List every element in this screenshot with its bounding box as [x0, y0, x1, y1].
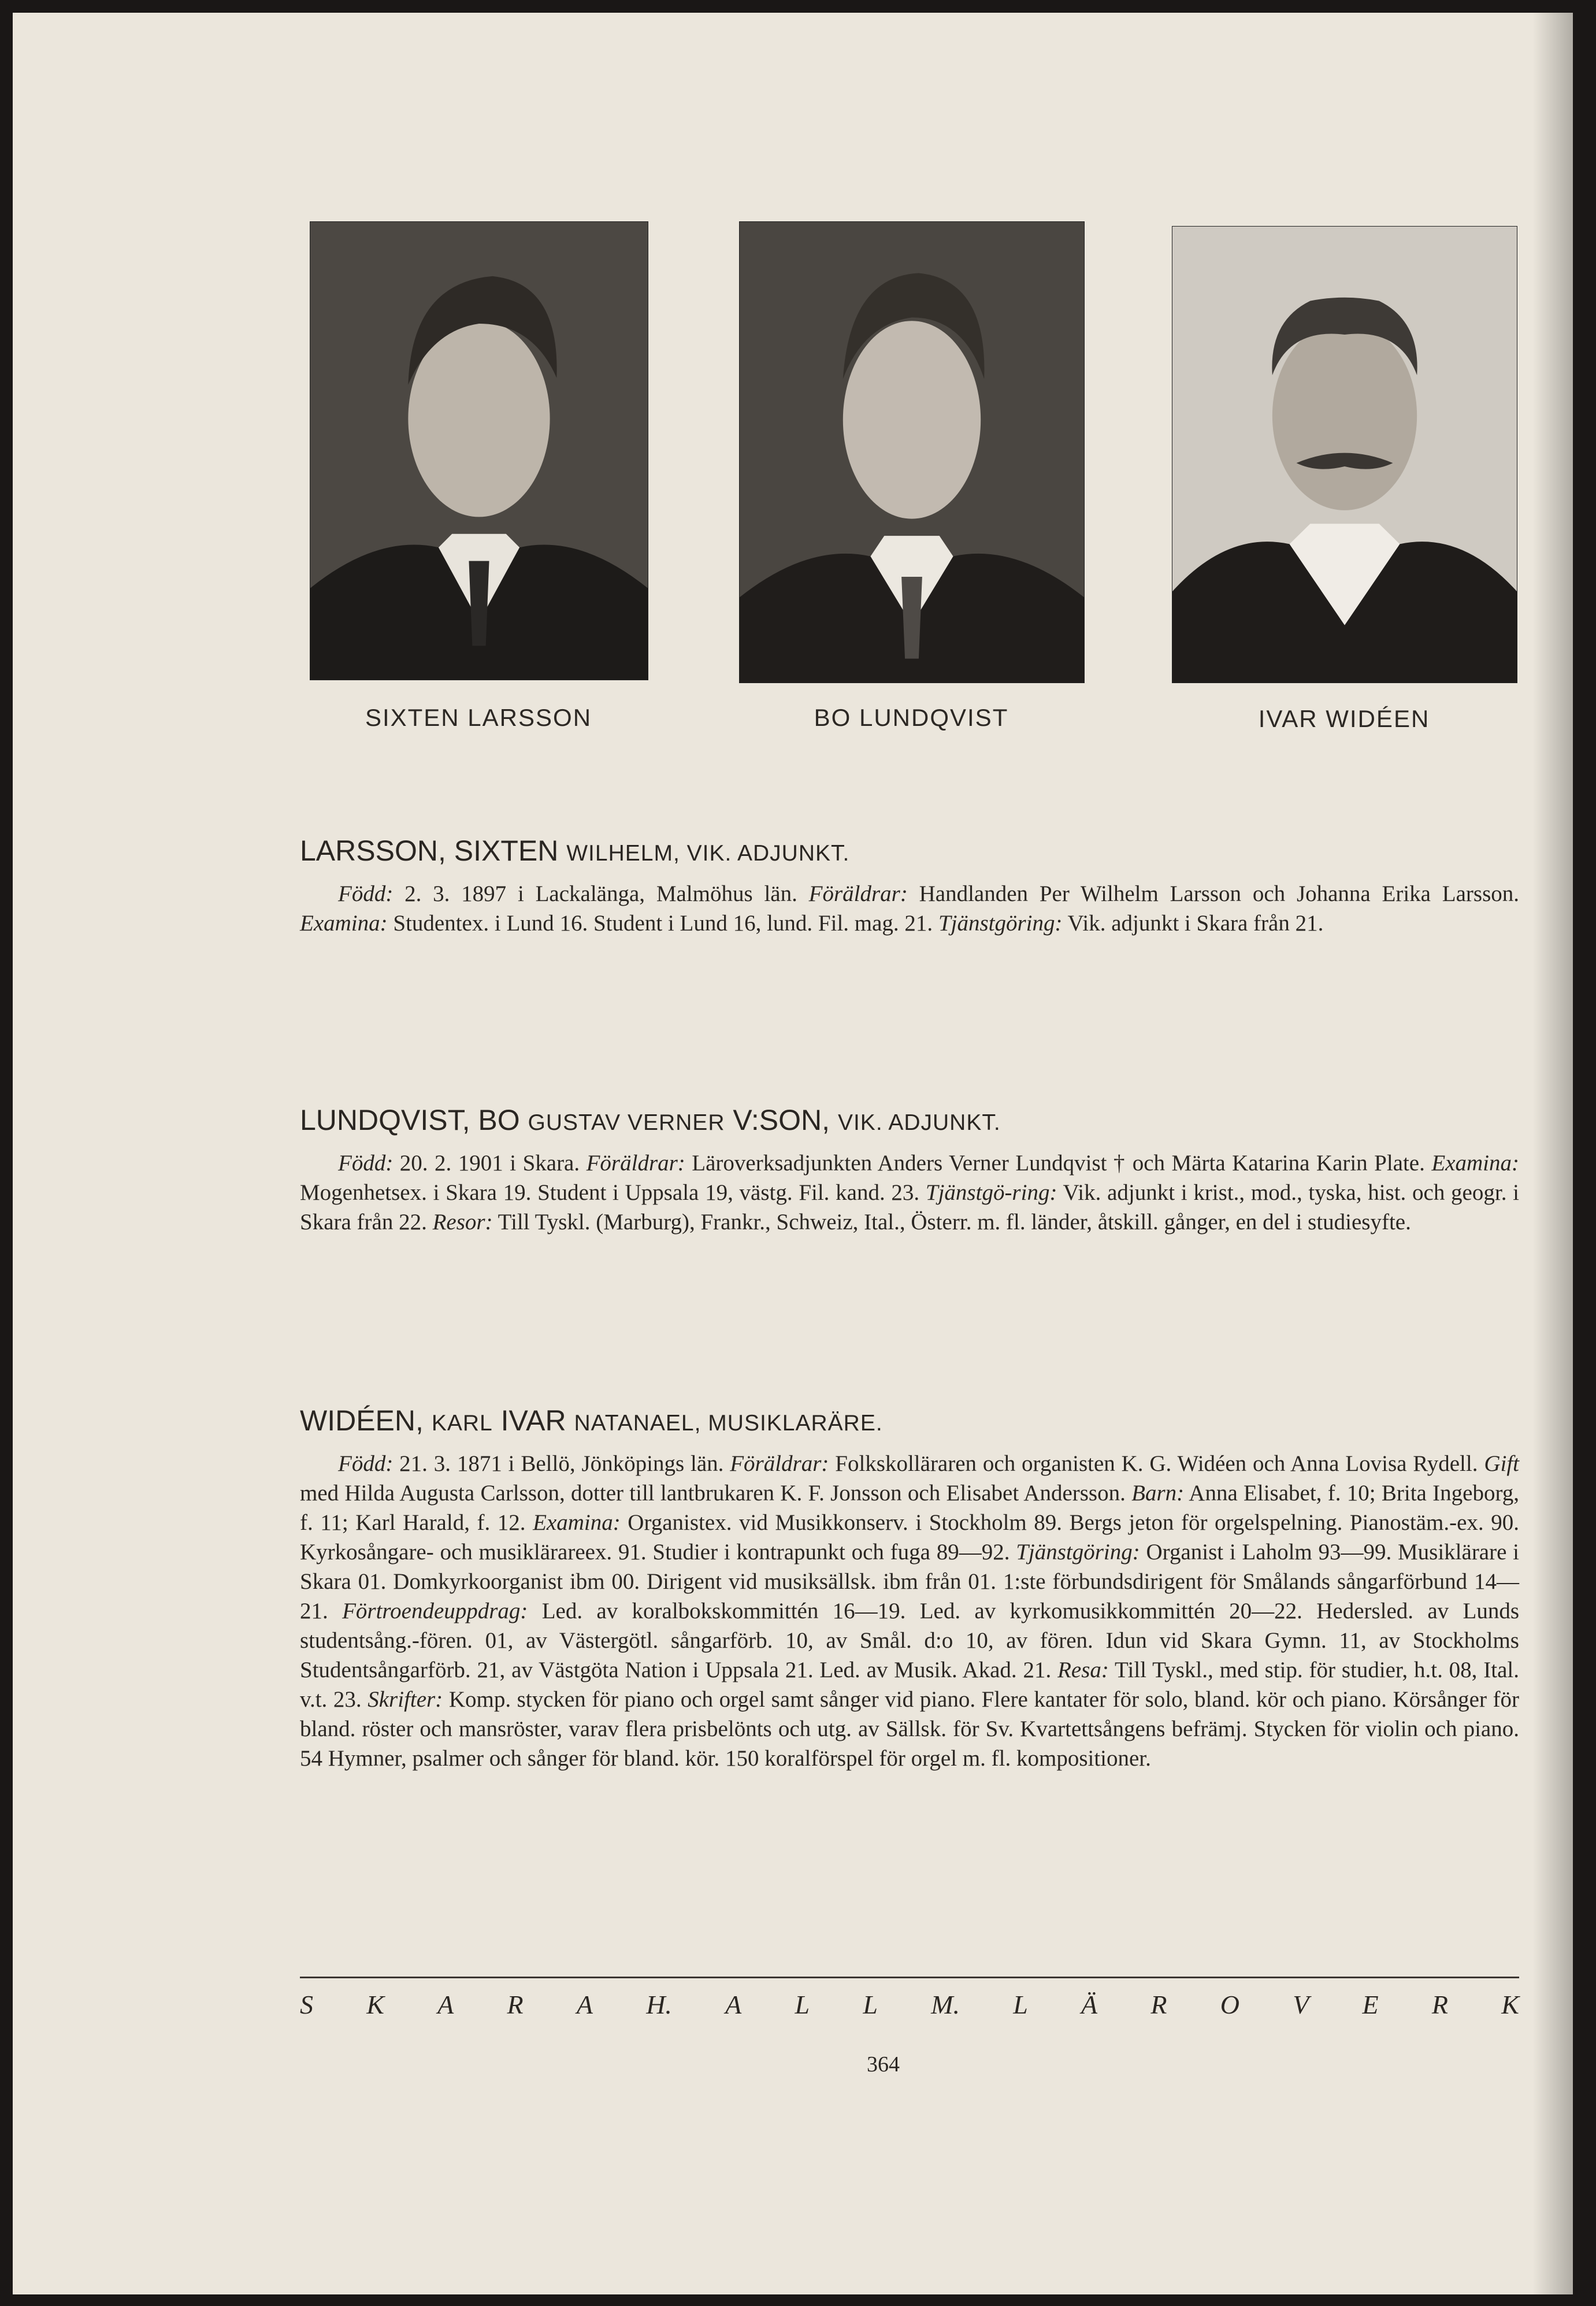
entry-heading: LUNDQVIST, BO GUSTAV VERNER V:SON, VIK. ADJUNKT. — [300, 1104, 1001, 1136]
footer-letter: V — [1293, 1990, 1309, 2019]
footer-letter: L — [1013, 1990, 1028, 2019]
footer-letter: L — [795, 1990, 810, 2019]
footer-letter: Ä — [1081, 1990, 1098, 2019]
running-footer — [300, 1989, 1519, 2020]
entry-body: Född: 20. 2. 1901 i Skara. Föräldrar: Läroverksadjunkten Anders Verner Lundqvist † och Märta Katarina Karin Plate. Examina: Mogenhetsex. i Skara 19. Student i Uppsala 19, västg. Fil. kand. 23. Tjänstgö-ring: Vik. adjunkt i krist., mod., tyska, hist. och geogr. i Skara från 22. Resor: Till Tyskl. (Marburg), Frankr., Schweiz, Ital., Österr. m. fl. länder, åtskill. gånger, en del i studiesyfte. — [300, 1151, 1519, 1234]
portrait-photo-bo-lundqvist — [739, 221, 1085, 683]
page-number: 364 — [867, 2052, 900, 2077]
footer-letter: M. — [931, 1990, 960, 2019]
footer-letter: K — [366, 1990, 384, 2019]
photo-caption: SIXTEN LARSSON — [365, 704, 592, 731]
biography-entry-larsson — [300, 833, 1519, 938]
biography-entry-lundqvist — [300, 1103, 1519, 1237]
photo-caption: BO LUNDQVIST — [814, 704, 1009, 731]
footer-letter: S — [300, 1990, 313, 2019]
footer-letter: R — [1150, 1990, 1167, 2019]
footer-letter: R — [1431, 1990, 1448, 2019]
footer-letter: K — [1501, 1990, 1519, 2019]
entry-body: Född: 21. 3. 1871 i Bellö, Jönköpings län. Föräldrar: Folkskolläraren och organisten K. G. Widéen och Anna Lovisa Rydell. Gift med Hilda Augusta Carlsson, dotter till lantbrukaren K. F. Jonsson och Elisabet Andersson. Barn: Anna Elisabet, f. 10; Brita Ingeborg, f. 11; Karl Harald, f. 12. Examina: Organistex. vid Musikkonserv. i Stockholm 89. Bergs jeton för orgelspelning. Pianostäm.-ex. 90. Kyrkosångare- och musiklärareex. 91. Studier i kontrapunkt och fuga 89—92. Tjänstgöring: Organist i Laholm 93—99. Musiklärare i Skara 01. Domkyrkoorganist ibm 00. Dirigent vid musiksällsk. ibm från 01. 1:ste förbundsdirigent för Smålands sångarförbund 14—21. Förtroendeuppdrag: Led. av koralbokskommittén 16—19. Led. av kyrkomusikkommittén 20—22. Hedersled. av Lunds studentsång.-fören. 01, av Västergötl. sångarförb. 10, av Smål. d:o 10, av fören. Idun vid Skara Gymn. 11, av Stockholms Studentsångarförb. 21, av Västgöta Nation i Uppsala 21. Led. av Musik. Akad. 21. Resa: Till Tyskl., med stip. för studier, h.t. 08, Ital. v.t. 23. Skrifter: Komp. stycken för piano och orgel samt sånger vid piano. Flere kantater för solo, bland. kör och piano. Körsånger för bland. röster och mansröster, varav flera prisbelönts och utg. av Sällsk. för Sv. Kvartettsångens befrämj. Stycken för violin och piano. 54 Hymner, psalmer och sånger för bland. kör. 150 koralförspel för orgel m. fl. kompositioner. — [300, 1451, 1519, 1771]
footer-letter: O — [1220, 1990, 1239, 2019]
biography-entry-wideen — [300, 1403, 1519, 1773]
footer-letter: E — [1362, 1990, 1379, 2019]
footer-rule — [300, 1977, 1519, 1978]
portrait-photo-sixten-larsson — [310, 221, 648, 680]
portrait-photo-ivar-wideen — [1172, 226, 1517, 683]
footer-letter: A — [725, 1990, 742, 2019]
footer-letter: H. — [646, 1990, 672, 2019]
footer-letter: R — [507, 1990, 524, 2019]
footer-letter: A — [437, 1990, 454, 2019]
footer-letter: A — [576, 1990, 593, 2019]
entry-heading: WIDÉEN, KARL IVAR NATANAEL, MUSIKLARÄRE. — [300, 1404, 883, 1437]
photo-caption: IVAR WIDÉEN — [1258, 705, 1430, 732]
footer-letter: L — [863, 1990, 878, 2019]
entry-body: Född: 2. 3. 1897 i Lackalänga, Malmöhus län. Föräldrar: Handlanden Per Wilhelm Larsson och Johanna Erika Larsson. Examina: Studentex. i Lund 16. Student i Lund 16, lund. Fil. mag. 21. Tjänstgöring: Vik. adjunkt i Skara från 21. — [300, 881, 1519, 936]
page-binding-shadow — [1532, 13, 1573, 2294]
entry-heading: LARSSON, SIXTEN WILHELM, VIK. ADJUNKT. — [300, 835, 850, 867]
